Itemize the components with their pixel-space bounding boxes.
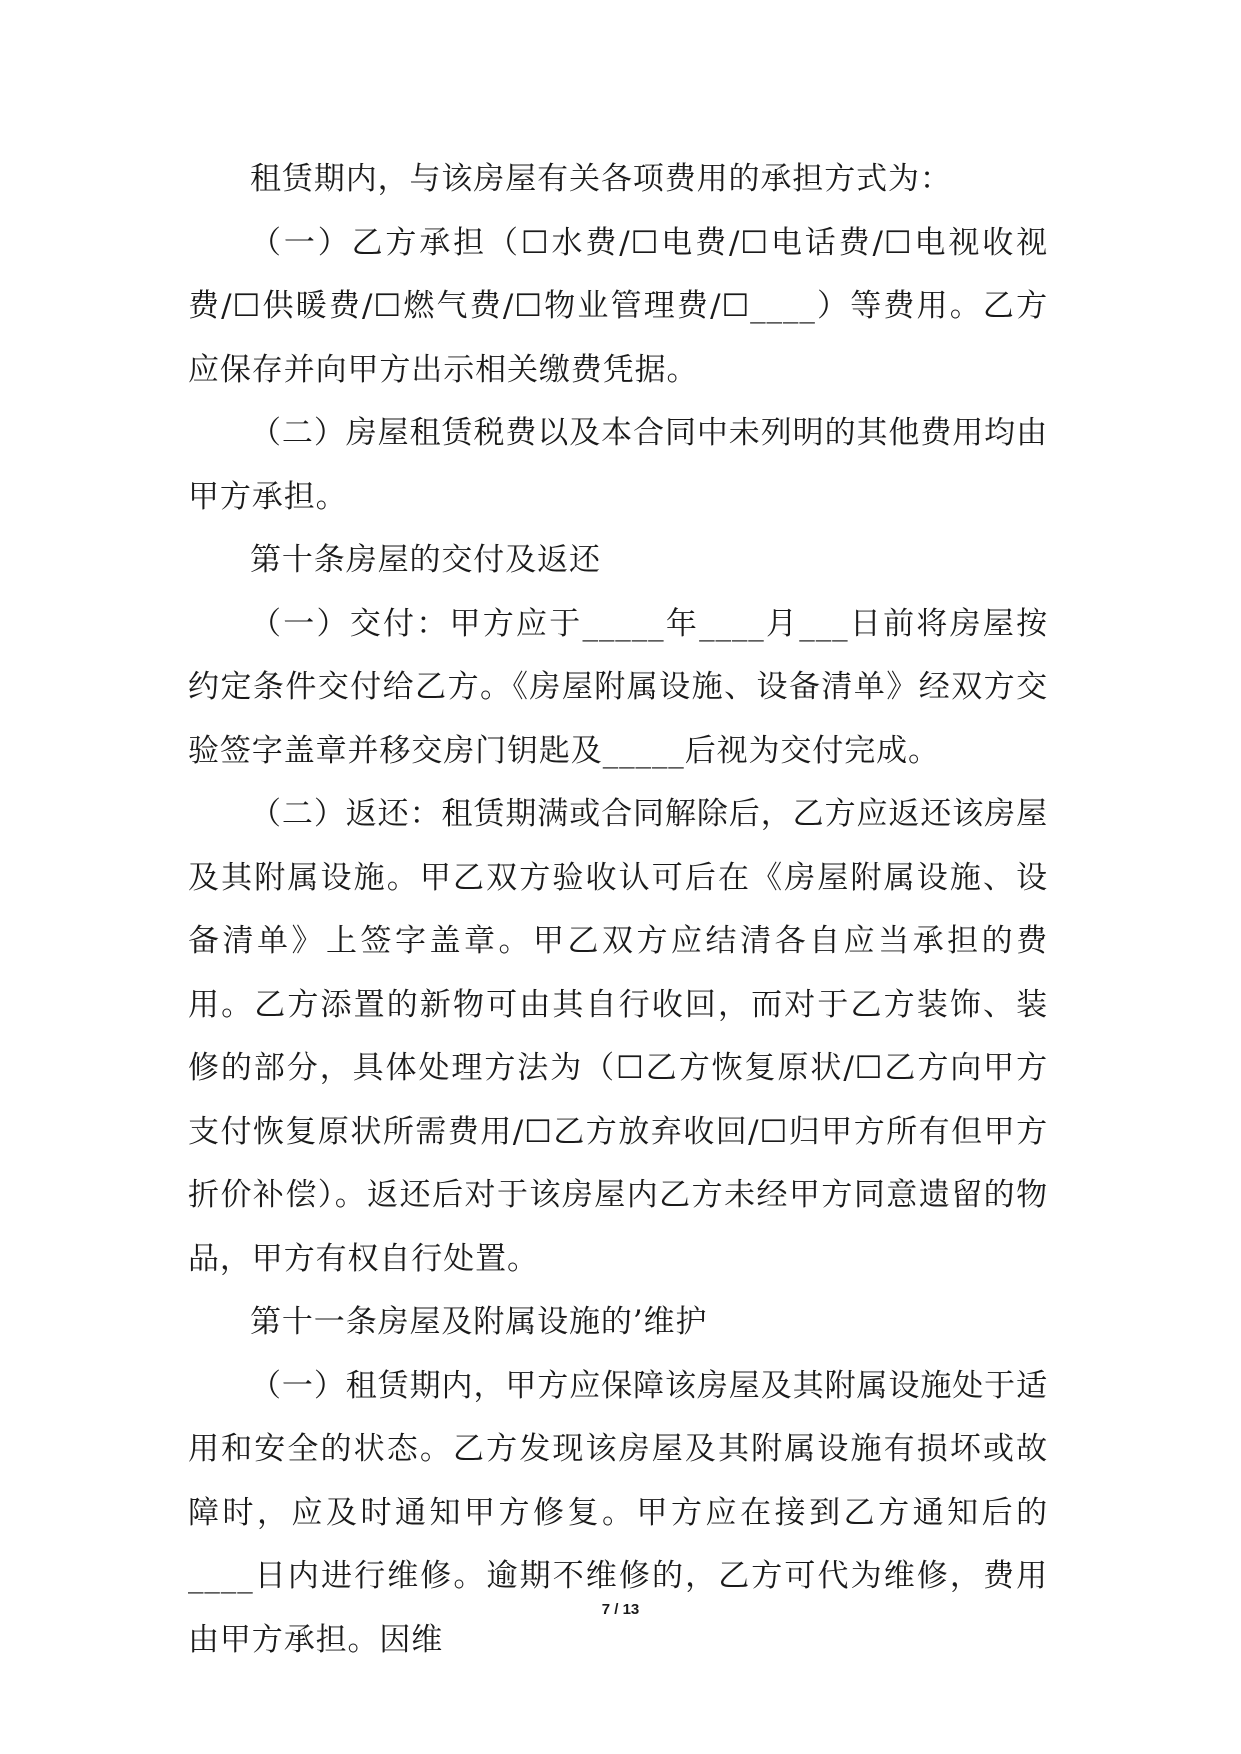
fee-intro-paragraph: 租赁期内，与该房屋有关各项费用的承担方式为：	[250, 161, 952, 197]
document-body	[188, 148, 1048, 1672]
delivery-paragraph: （一）交付：甲方应于_____年____月___日前将房屋按约定条件交付给乙方。《房屋附属设施、设备清单》经双方交验签字盖章并移交房门钥匙及_____后视为交付完成。	[188, 605, 1048, 769]
article-10-heading: 第十条房屋的交付及返还	[250, 542, 601, 578]
return-paragraph: （二）返还：租赁期满或合同解除后，乙方应返还该房屋及其附属设施。甲乙双方验收认可后在《房屋附属设施、设备清单》上签字盖章。甲乙双方应结清各自应当承担的费用。乙方添置的新物可由其自行收回，而对于乙方装饰、装修的部分，具体处理方法为（☐乙方恢复原状/☐乙方向甲方支付恢复原状所需费用/☐乙方放弃收回/☐归甲方所有但甲方折价补偿）。返还后对于该房屋内乙方未经甲方同意遗留的物品，甲方有权自行处置。	[188, 796, 1048, 1277]
landlord-fees-paragraph: （二）房屋租赁税费以及本合同中未列明的其他费用均由甲方承担。	[188, 415, 1048, 515]
tenant-fees-paragraph: （一）乙方承担（☐水费/☐电费/☐电话费/☐电视收视费/☐供暖费/☐燃气费/☐物业管理费/☐____）等费用。乙方应保存并向甲方出示相关缴费凭据。	[188, 224, 1048, 388]
article-11-heading: 第十一条房屋及附属设施的’维护	[250, 1304, 708, 1340]
page-number: 7 / 13	[601, 1601, 640, 1618]
maintenance-paragraph: （一）租赁期内，甲方应保障该房屋及其附属设施处于适用和安全的状态。乙方发现该房屋及其附属设施有损坏或故障时，应及时通知甲方修复。甲方应在接到乙方通知后的____日内进行维修。逾期不维修的，乙方可代为维修，费用由甲方承担。因维	[188, 1367, 1048, 1658]
